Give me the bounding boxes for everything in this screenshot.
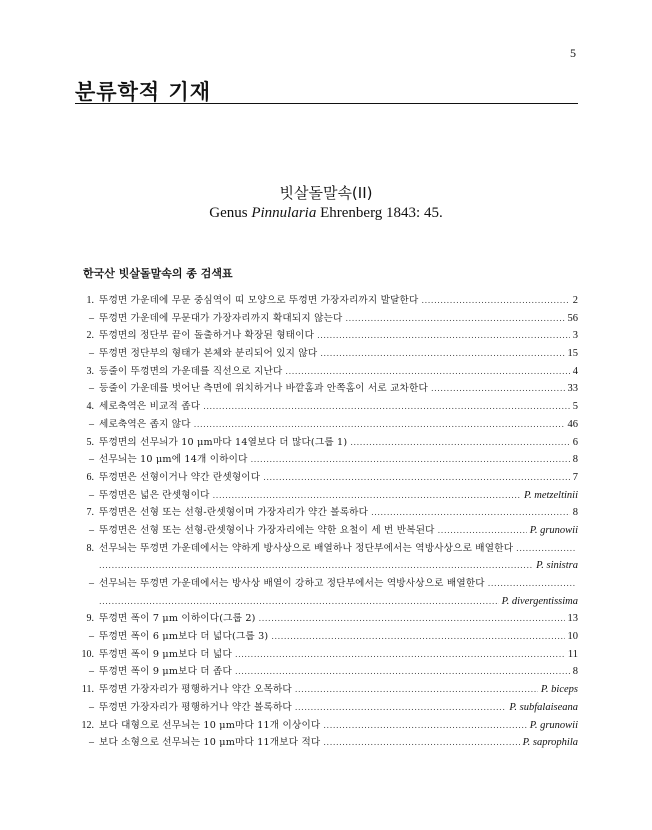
key-row — [72, 717, 578, 735]
key-row — [72, 451, 578, 469]
key-couplet-number: 9. — [86, 613, 94, 625]
key-statement: 뚜껑면 폭이 9 μm보다 더 좁다 — [99, 666, 232, 678]
key-row-continuation — [72, 593, 578, 611]
key-next-couplet: 5 — [572, 401, 578, 413]
key-row — [72, 363, 578, 381]
dot-leader — [323, 717, 526, 735]
key-statement: 선무늬는 뚜껑면 가운데에서는 약하게 방사상으로 배열하나 정단부에서는 역방사상으로 배열한다 — [99, 542, 514, 554]
key-couplet-number: – — [89, 524, 94, 536]
key-next-couplet: 8 — [572, 454, 578, 466]
dot-leader — [99, 557, 533, 575]
key-statement: 등줄이 뚜껑면의 가운데를 직선으로 지난다 — [99, 365, 283, 377]
key-couplet-number: 8. — [86, 542, 94, 554]
key-row — [72, 646, 578, 664]
key-statement: 세로축역은 비교적 좁다 — [99, 401, 201, 413]
key-couplet-number: 4. — [86, 401, 94, 413]
key-couplet-number: 1. — [86, 295, 94, 306]
genus-korean-name: 빗살돌말속(II) — [279, 184, 373, 202]
dot-leader — [251, 451, 570, 469]
key-statement: 보다 소형으로 선무늬는 10 μm마다 11개보다 적다 — [99, 737, 321, 749]
key-statement: 뚜껑면 폭이 7 μm 이하이다(그룹 2) — [99, 613, 256, 625]
key-next-couplet: 13 — [567, 613, 578, 625]
key-next-couplet: 2 — [572, 295, 578, 306]
key-row — [72, 380, 578, 398]
dot-leader — [431, 380, 565, 398]
key-next-couplet: 15 — [567, 348, 578, 360]
dot-leader — [516, 540, 575, 558]
dot-leader — [488, 575, 575, 593]
key-row — [72, 522, 578, 540]
key-couplet-number: – — [89, 701, 94, 713]
dot-leader — [422, 292, 570, 310]
dot-leader — [320, 345, 564, 363]
key-row — [72, 699, 578, 717]
key-row — [72, 292, 578, 310]
key-couplet-number: – — [89, 312, 94, 324]
key-next-couplet: 4 — [572, 365, 578, 377]
dot-leader — [323, 734, 519, 752]
key-statement: 뚜껑면 폭이 6 μm보다 더 넓다(그룹 3) — [99, 631, 269, 643]
key-couplet-number: – — [89, 666, 94, 678]
key-row — [72, 327, 578, 345]
genus-name: Pinnularia — [251, 205, 317, 221]
key-statement: 선무늬는 10 μm에 14개 이하이다 — [99, 454, 248, 466]
key-row — [72, 575, 578, 593]
identification-key — [72, 292, 578, 752]
section-title: 분류학적 기재 — [75, 80, 212, 104]
key-row — [72, 504, 578, 522]
dot-leader — [235, 646, 565, 664]
dot-leader — [295, 681, 538, 699]
key-row — [72, 310, 578, 328]
key-next-couplet: 3 — [572, 330, 578, 342]
dot-leader — [203, 398, 570, 416]
key-statement: 뚜껑면의 선무늬가 10 μm마다 14열보다 더 많다(그룹 1) — [99, 436, 348, 448]
key-couplet-number: – — [89, 418, 94, 430]
key-couplet-number: – — [89, 737, 94, 749]
key-next-couplet: 10 — [567, 631, 578, 643]
dot-leader — [235, 663, 570, 681]
dot-leader — [99, 593, 499, 611]
key-taxon-name: P. subfalaiseana — [509, 701, 578, 713]
key-statement: 뚜껑면 폭이 9 μm보다 더 넓다 — [99, 648, 232, 660]
dot-leader — [285, 363, 569, 381]
key-row — [72, 734, 578, 752]
key-couplet-number: 11. — [81, 684, 94, 696]
page-number: 5 — [570, 46, 576, 60]
key-next-couplet: 11 — [567, 648, 578, 660]
dot-leader — [438, 522, 527, 540]
genus-authority: Ehrenberg 1843: 45. — [316, 205, 443, 221]
key-next-couplet: 6 — [572, 436, 578, 448]
genus-label: Genus — [209, 205, 252, 221]
key-row — [72, 416, 578, 434]
key-next-couplet: 56 — [567, 312, 578, 324]
key-row — [72, 610, 578, 628]
key-couplet-number: 12. — [81, 719, 94, 731]
dot-leader — [213, 487, 521, 505]
key-couplet-number: – — [89, 489, 94, 501]
key-next-couplet: 8 — [572, 666, 578, 678]
key-row — [72, 540, 578, 558]
key-row — [72, 487, 578, 505]
key-row — [72, 434, 578, 452]
key-couplet-number: – — [89, 631, 94, 643]
key-couplet-number: 7. — [86, 507, 94, 519]
key-next-couplet: 33 — [567, 383, 578, 395]
key-row — [72, 628, 578, 646]
key-next-couplet: 46 — [567, 418, 578, 430]
key-statement: 선무늬는 뚜껑면 가운데에서는 방사상 배열이 강하고 정단부에서는 역방사상으로 배열한다 — [99, 578, 485, 589]
key-statement: 뚜껑면은 선형 또는 선형-란셋형이며 가장자리가 약간 볼록하다 — [99, 507, 369, 519]
key-couplet-number: – — [89, 454, 94, 466]
key-taxon-name: P. metzeltinii — [523, 489, 578, 501]
key-taxon-name: P. sinistra — [536, 560, 578, 572]
key-statement: 뚜껑면 가장자리가 평행하거나 약간 오목하다 — [99, 684, 292, 696]
key-row — [72, 345, 578, 363]
dot-leader — [271, 628, 564, 646]
key-row — [72, 398, 578, 416]
key-couplet-number: 5. — [86, 436, 94, 448]
key-statement: 뚜껑면 가장자리가 평행하거나 약간 볼록하다 — [99, 701, 292, 713]
key-statement: 뚜껑면 정단부의 형태가 본체와 분리되어 있지 않다 — [99, 348, 318, 360]
key-couplet-number: 6. — [86, 471, 94, 483]
key-couplet-number: 3. — [86, 365, 94, 377]
key-taxon-name: P. divergentissima — [501, 595, 578, 607]
dot-leader — [295, 699, 506, 717]
key-statement: 보다 대형으로 선무늬는 10 μm마다 11개 이상이다 — [99, 719, 321, 731]
key-taxon-name: P. grunowii — [529, 524, 578, 536]
key-couplet-number: – — [89, 348, 94, 360]
dot-leader — [317, 327, 570, 345]
dot-leader — [345, 310, 564, 328]
key-next-couplet: 8 — [572, 507, 578, 519]
dot-leader — [350, 434, 569, 452]
key-heading: 한국산 빗살돌말속의 종 검색표 — [83, 267, 233, 280]
key-couplet-number: 2. — [86, 330, 94, 342]
dot-leader — [259, 610, 565, 628]
genus-latin-title — [0, 205, 652, 222]
key-statement: 뚜껑면은 선형 또는 선형-란셋형이나 가장자리에는 약한 요철이 세 번 반복된다 — [99, 524, 435, 536]
key-statement: 뚜껑면은 넓은 란셋형이다 — [99, 489, 210, 501]
key-statement: 뚜껑면은 선형이거나 약간 란셋형이다 — [99, 471, 261, 483]
key-couplet-number: 10. — [81, 648, 94, 660]
key-couplet-number: – — [89, 578, 94, 589]
key-row — [72, 681, 578, 699]
key-statement: 뚜껑면 가운데에 무문 중심역이 띠 모양으로 뚜껑면 가장자리까지 발달한다 — [99, 295, 419, 306]
key-row — [72, 469, 578, 487]
key-next-couplet: 7 — [572, 471, 578, 483]
key-statement: 세로축역은 좁지 않다 — [99, 418, 191, 430]
key-taxon-name: P. saprophila — [522, 737, 578, 749]
key-statement: 뚜껑면의 정단부 끝이 돌출하거나 확장된 형태이다 — [99, 330, 315, 342]
key-row — [72, 663, 578, 681]
key-row-continuation — [72, 557, 578, 575]
key-statement: 등줄이 가운데를 벗어난 측면에 위치하거나 바깥홈과 안쪽홈이 서로 교차한다 — [99, 383, 428, 395]
key-couplet-number: – — [89, 383, 94, 395]
key-taxon-name: P. biceps — [540, 684, 578, 696]
dot-leader — [194, 416, 565, 434]
section-divider — [75, 103, 578, 104]
dot-leader — [371, 504, 570, 522]
dot-leader — [263, 469, 570, 487]
key-taxon-name: P. grunowii — [529, 719, 578, 731]
key-statement: 뚜껑면 가운데에 무문대가 가장자리까지 확대되지 않는다 — [99, 312, 343, 324]
